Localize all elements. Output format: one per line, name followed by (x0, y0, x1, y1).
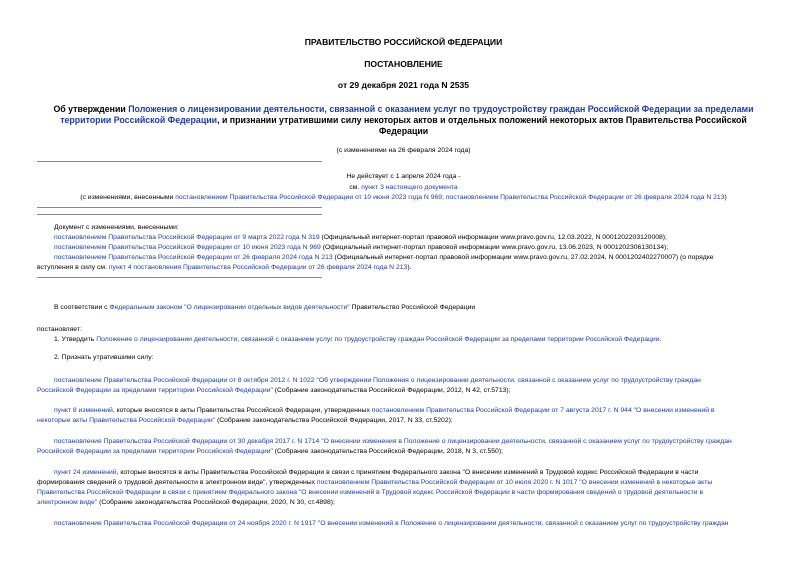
repealed-item-continuation (37, 488, 767, 498)
repealed-item (54, 437, 767, 447)
repealed-item: пункт 8 изменений, которые вносятся в акты Правительства Российской Федерации, утвержденных постановлением Правительства Российской Федерации от 7 августа 2017 г. N 944 "О внесении изменений в (54, 407, 715, 414)
divider (37, 214, 322, 215)
repealed-link[interactable]: постановлением Правительства Российской Федерации от 10 июля 2020 г. N 1017 "О внесении изменений в некоторые акты (316, 479, 713, 486)
paragraph-1: 1. Утвердить Положение о лицензировании деятельности, связанной с оказанием услуг по трудоустройству граждан Российской Федерации за пределами территории Российской Федерации. (54, 336, 662, 343)
repealed-link[interactable]: Российской Федерации за пределами территории Российской Федерации" (37, 448, 273, 455)
repealed-item: пункт 24 изменений, которые вносятся в акты Правительства Российской Федерации в связи с принятием Федерального закона "О внесении изменений в Трудовой кодекс Российской Федерации в части (54, 469, 699, 476)
paragraph-2: 2. Признать утратившими силу: (54, 354, 154, 361)
federal-law-link[interactable]: Федеральным законом "О лицензировании отдельных видов деятельности" (109, 304, 350, 311)
title-prefix: Об утверждении (53, 104, 129, 114)
status-amendments: (с изменениями, внесенными постановлением Правительства Российской Федерации от 10 июня 2023 года N 969; постановлением Правительства Российской Федерации от 26 февраля 2024 года N 213) (80, 194, 727, 201)
list-item: постановлением Правительства Российской Федерации от 10 июня 2023 года N 969 (Официальный интернет-портал правовой информации www.pravo.gov.ru, 13.06.2023, N 0001202306130134); (54, 244, 669, 251)
repealed-link[interactable]: Правительства Российской Федерации в связи с принятием Федерального закона "О внесении изменений в Трудовой кодекс Российской Федерации в части формирования сведений о трудовой деятельности в (37, 489, 704, 496)
title-regulation-link[interactable]: Положения о лицензировании деятельности, связанной с оказанием услуг по трудоустройству граждан Российской Федерации за пределами территории Российской Федерации (60, 104, 754, 125)
repealed-item (54, 376, 767, 386)
decrees-word: постановляет: (37, 326, 82, 333)
status-see: см. пункт 3 настоящего документа (349, 184, 458, 191)
repealed-item-continuation: формирования сведений о трудовой деятельности в электронном виде", утвержденных постановлением Правительства Российской Федерации от 10 июля 2020 г. N 1017 "О внесении изменений в некоторые акты (37, 479, 713, 486)
divider (37, 277, 322, 278)
change-link-969[interactable]: постановлением Правительства Российской Федерации от 10 июня 2023 года N 969 (54, 244, 321, 251)
point-4-link[interactable]: пункт 4 постановления Правительства Российской Федерации от 26 февраля 2024 года N 213 (108, 264, 408, 271)
amended-note: (с изменениями на 26 февраля 2024 года) (336, 147, 471, 154)
repealed-link[interactable]: электронном виде" (37, 499, 98, 506)
repealed-link[interactable]: Российской Федерации за пределами территории Российской Федерации" (37, 387, 273, 394)
document-title (40, 104, 767, 137)
repealed-link[interactable]: постановление Правительства Российской Федерации от 8 октября 2012 г. N 1022 "Об утверждении Положения о лицензировании деятельности, связанной с оказанием услуг по трудоустройству граждан (54, 377, 701, 384)
government-heading: ПРАВИТЕЛЬСТВО РОССИЙСКОЙ ФЕДЕРАЦИИ (304, 37, 503, 47)
list-item: постановлением Правительства Российской Федерации от 9 марта 2022 года N 319 (Официальный интернет-портал правовой информации www.pravo.gov.ru, 12.03.2022, N 0001202203120008); (54, 234, 667, 241)
divider (37, 207, 322, 208)
point-3-link[interactable]: пункт 3 настоящего документа (361, 184, 458, 191)
repealed-link[interactable]: постановление Правительства Российской Федерации от 24 ноября 2020 г. N 1917 "О внесении изменений в Положение о лицензировании деятельности, связанной с оказанием услуг по трудоустройству граждан (54, 520, 729, 527)
repealed-link[interactable]: пункт 8 изменений (54, 407, 113, 414)
repealed-link[interactable]: пункт 24 изменений (54, 469, 117, 476)
divider (37, 161, 322, 162)
repealed-item-continuation: Российской Федерации за пределами территории Российской Федерации" (Собрание законодательства Российской Федерации, 2012, N 42, ст.5713); (37, 387, 511, 394)
changes-heading: Документ с изменениями, внесенными: (54, 224, 179, 231)
document-type: ПОСТАНОВЛЕНИЕ (364, 59, 443, 69)
document-date-number: от 29 декабря 2021 года N 2535 (337, 80, 470, 90)
regulation-link[interactable]: Положение о лицензировании деятельности, связанной с оказанием услуг по трудоустройству граждан Российской Федерации за пределами территории Российской Федерации (96, 336, 660, 343)
repealed-link[interactable]: постановлением Правительства Российской Федерации от 7 августа 2017 г. N 944 "О внесении изменений в (371, 407, 715, 414)
change-link-213[interactable]: постановлением Правительства Российской Федерации от 26 февраля 2024 года N 213 (54, 254, 333, 261)
basis-paragraph: В соответствии с Федеральным законом "О лицензировании отдельных видов деятельности" Правительство Российской Федерации (54, 304, 476, 311)
change-link-319[interactable]: постановлением Правительства Российской Федерации от 9 марта 2022 года N 319 (54, 234, 320, 241)
repealed-link[interactable]: постановление Правительства Российской Федерации от 30 декабря 2017 г. N 1714 "О внесении изменения в Положение о лицензировании деятельности, связанной с оказанием услуг по трудоустройству граждан (54, 438, 732, 445)
repealed-item (54, 519, 767, 529)
list-item-continuation: вступления в силу см. пункт 4 постановления Правительства Российской Федерации от 26 февраля 2024 года N 213). (37, 264, 412, 271)
list-item: постановлением Правительства Российской Федерации от 26 февраля 2024 года N 213 (Официальный интернет-портал правовой информации www.pravo.gov.ru, 27.02.2024, N 0001202402270007) (о порядке (54, 254, 714, 261)
repealed-link[interactable]: некоторые акты Правительства Российской Федерации" (37, 417, 216, 424)
repealed-item-continuation: некоторые акты Правительства Российской Федерации" (Собрание законодательства Российской Федерации, 2017, N 33, ст.5202); (37, 417, 453, 424)
amendment-213-link[interactable]: постановлением Правительства Российской Федерации от 26 февраля 2024 года N 213 (445, 194, 725, 201)
title-suffix: , и признании утратившими силу некоторых актов и отдельных положений некоторых актов Правительства Российской Федерации (217, 115, 747, 136)
status-line: Не действует с 1 апреля 2024 года - (346, 173, 461, 180)
amendment-969-link[interactable]: постановлением Правительства Российской Федерации от 10 июня 2023 года N 969 (175, 194, 443, 201)
repealed-item-continuation: Российской Федерации за пределами территории Российской Федерации" (Собрание законодательства Российской Федерации, 2018, N 3, ст.550); (37, 448, 503, 455)
repealed-item-continuation: электронном виде" (Собрание законодательства Российской Федерации, 2020, N 30, ст.4898); (37, 499, 335, 506)
